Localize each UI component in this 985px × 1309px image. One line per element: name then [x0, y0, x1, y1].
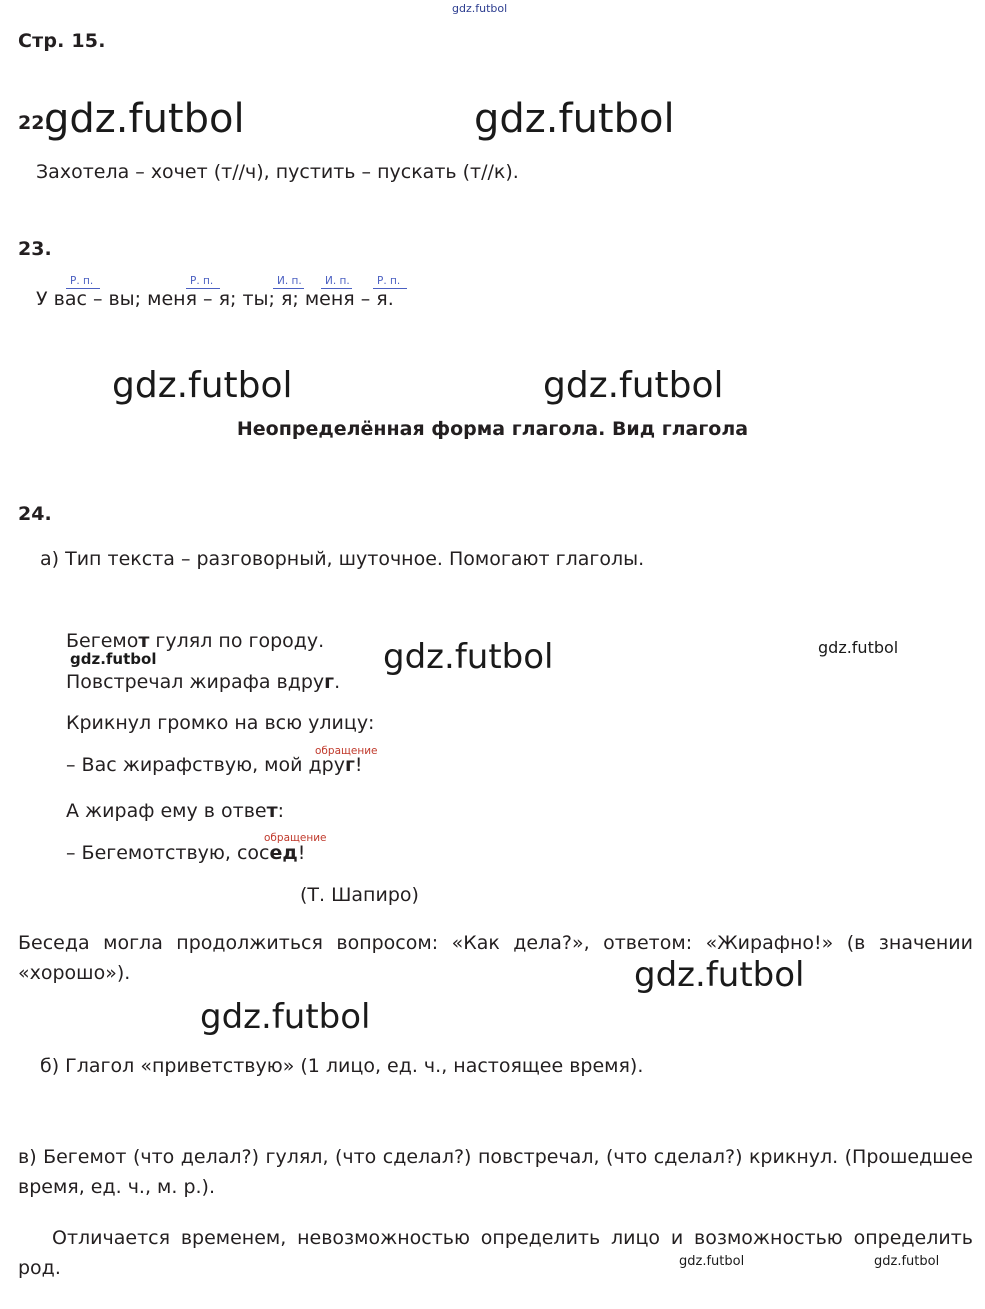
watermark: gdz.futbol	[818, 638, 899, 657]
poem-text: – Вас жирафствую, мой дру	[66, 754, 345, 776]
poem-tail: гулял по городу.	[149, 630, 325, 652]
poem-author: (Т. Шапиро)	[300, 884, 419, 906]
poem-text: Бегемо	[66, 630, 139, 652]
poem-bold: г	[324, 671, 335, 693]
poem-bold: т	[138, 630, 150, 652]
poem-tail: .	[334, 671, 341, 693]
poem-text: А жираф ему в отве	[66, 800, 267, 822]
poem-tail: :	[277, 800, 285, 822]
watermark: gdz.futbol	[474, 96, 675, 142]
poem-bold: ед	[269, 842, 298, 864]
exercise-24-after-poem: Беседа могла продолжиться вопросом: «Как дела?», ответом: «Жирафно!» (в значении «хорошо»).	[18, 932, 973, 984]
poem-text: – Бегемотствую, сос	[66, 842, 270, 864]
poem-bold: т	[266, 800, 278, 822]
exercise-22-text: Захотела – хочет (т//ч), пустить – пускать (т//к).	[36, 161, 519, 183]
annotation-obrashchenie: обращение	[264, 832, 327, 844]
watermark: gdz.futbol	[70, 650, 157, 668]
watermark: gdz.futbol	[874, 1254, 940, 1269]
poem-tail: !	[354, 754, 363, 776]
case-mark: И. п.	[325, 275, 350, 287]
watermark: gdz.futbol	[634, 955, 805, 995]
exercise-24-number: 24.	[18, 503, 52, 525]
poem-line	[66, 712, 374, 734]
poem-text: Крикнул громко на всю улицу:	[66, 712, 375, 734]
watermark: gdz.futbol	[383, 637, 554, 677]
poem-line	[66, 630, 324, 652]
section-heading: Неопределённая форма глагола. Вид глагола	[236, 418, 749, 440]
poem-line	[66, 754, 363, 776]
watermark: gdz.futbol	[543, 365, 724, 406]
exercise-24-part-b: б) Глагол «приветствую» (1 лицо, ед. ч., настоящее время).	[40, 1055, 644, 1077]
case-mark: Р. п.	[377, 275, 401, 287]
poem-line	[66, 671, 340, 693]
exercise-24-part-v-extra: Отличается временем, невозможностью определить лицо и возможностью определить род.	[18, 1227, 973, 1279]
exercise-24-part-v: в) Бегемот (что делал?) гулял, (что сделал?) повстречал, (что сделал?) крикнул. (Прошедшее время, ед. ч., м. р.).	[18, 1146, 973, 1198]
exercise-23-sentence: У вас – вы; меня – я; ты; я; меня – я.	[36, 288, 394, 310]
annotation-obrashchenie: обращение	[315, 745, 378, 757]
watermark: gdz.futbol	[112, 365, 293, 406]
exercise-23-number: 23.	[18, 238, 52, 260]
case-mark: Р. п.	[70, 275, 94, 287]
watermark: gdz.futbol	[452, 2, 508, 15]
poem-line	[66, 842, 305, 864]
page-number-label: Стр. 15.	[18, 30, 106, 52]
case-mark: И. п.	[277, 275, 302, 287]
exercise-22-number: 22.	[18, 112, 52, 134]
watermark: gdz.futbol	[44, 96, 245, 142]
watermark: gdz.futbol	[200, 997, 371, 1037]
case-mark: Р. п.	[190, 275, 214, 287]
watermark: gdz.futbol	[679, 1254, 745, 1269]
poem-bold: г	[344, 754, 355, 776]
poem-line	[66, 800, 284, 822]
poem-text: Повстречал жирафа вдру	[66, 671, 325, 693]
poem-tail: !	[297, 842, 306, 864]
exercise-24-part-a: а) Тип текста – разговорный, шуточное. Помогают глаголы.	[40, 548, 645, 570]
